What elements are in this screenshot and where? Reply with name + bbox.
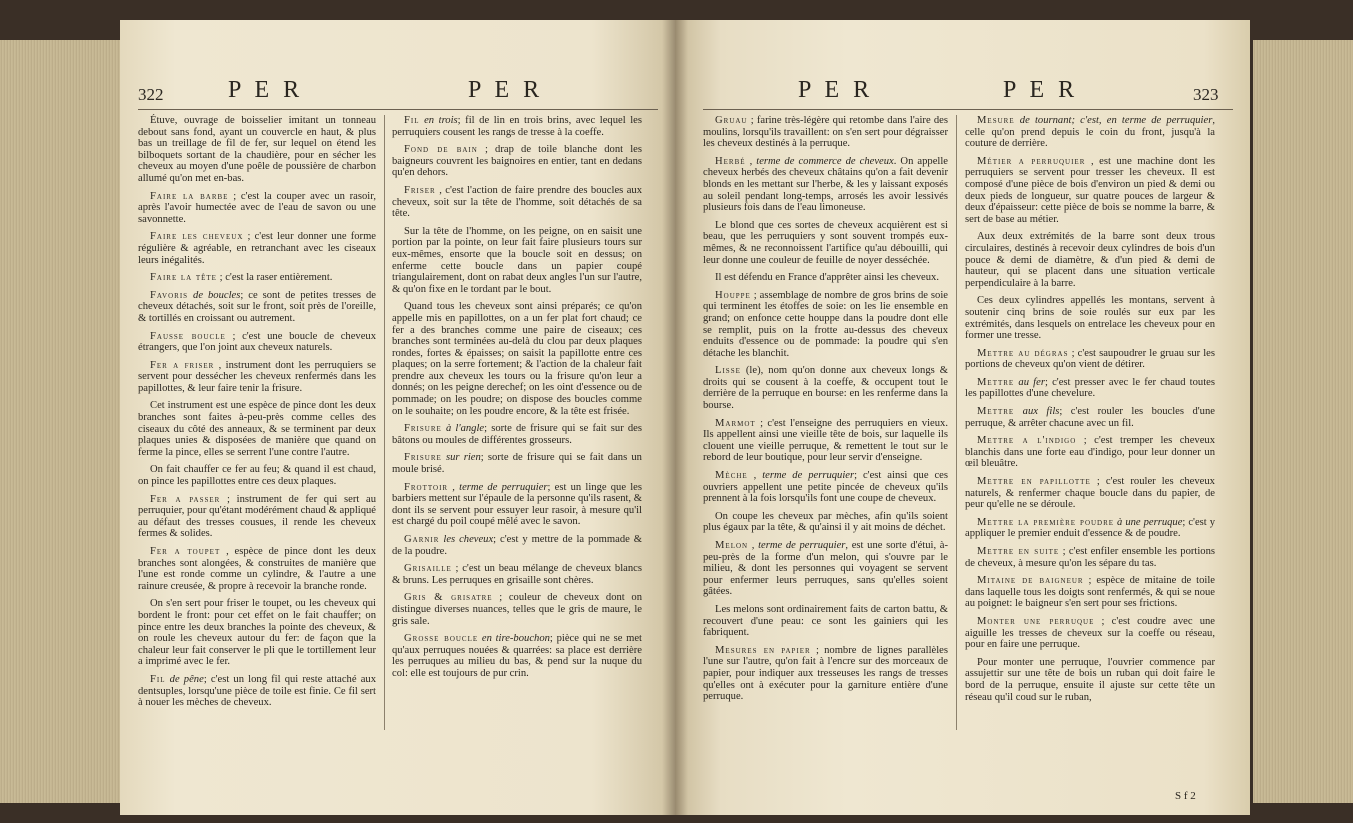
dictionary-entry xyxy=(965,115,1215,150)
right-column-2 xyxy=(965,115,1215,709)
dictionary-entry xyxy=(392,185,642,220)
entry-term: Mesure xyxy=(977,115,1015,126)
entry-text: On coupe les cheveux par mèches, afin qu'ils soient plus égaux par la tête, & qu'ainsi il y ait moins de déchet. xyxy=(703,510,948,534)
dictionary-entry xyxy=(138,272,376,284)
entry-term: Grosse boucle xyxy=(404,633,479,645)
dictionary-entry xyxy=(703,604,948,639)
entry-text: ; c'est ainsi que ces ouvriers appellent une petite pincée de cheveux qu'ils prennent à la fois lorsqu'ils font une coupe de cheveux. xyxy=(703,470,948,505)
entry-term: Mettre au dégras xyxy=(977,347,1069,359)
entry-gloss: , terme de perruquier xyxy=(753,470,855,482)
dictionary-entry xyxy=(965,476,1215,511)
entry-term: Houppe xyxy=(715,289,751,301)
entry-text: ; drap de toile blanche dont les baigneurs couvrent les baignoires en entier, tant en dedans qu'en dehors. xyxy=(392,144,643,179)
dictionary-entry xyxy=(138,360,376,395)
entry-text: ; couleur de cheveux dont on distingue diverses nuances, telles que le gris de maure, le gris sale. xyxy=(392,592,643,627)
running-head-title: P E R xyxy=(1003,77,1079,103)
dictionary-entry xyxy=(392,482,642,528)
entry-term: Lisse xyxy=(715,365,741,377)
dictionary-entry xyxy=(965,546,1215,569)
entry-term: Fer a passer xyxy=(150,493,221,505)
entry-gloss: en tire-bouchon xyxy=(481,633,550,645)
dictionary-entry xyxy=(965,156,1215,226)
entry-gloss: à l'angle xyxy=(445,423,485,435)
entry-term: Melon xyxy=(715,540,749,551)
entry-text: Le blond que ces sortes de cheveux acquièrent est si beau, que les perruquiers y sont souvent trompés eux-mêmes, & ne reconnoissent l'artifice qu'au débouilli, qui leur donne une couleur de feuille de noyer desséchée. xyxy=(703,219,948,266)
dictionary-entry xyxy=(392,423,642,446)
running-head-title: P E R xyxy=(228,77,304,103)
dictionary-entry xyxy=(138,191,376,226)
dictionary-entry xyxy=(392,144,642,179)
dictionary-entry xyxy=(965,406,1215,429)
entry-term: Frisure xyxy=(404,423,442,435)
page-number: 323 xyxy=(1193,85,1219,104)
dictionary-entry xyxy=(965,295,1215,341)
right-running-head xyxy=(703,75,1233,111)
entry-text: ; c'est la raser entièrement. xyxy=(219,272,333,284)
dictionary-entry xyxy=(703,470,948,505)
entry-text: ; c'est rouler les cheveux naturels, & renfermer chaque boucle dans du papier, de peur qu'elle ne se déroule. xyxy=(965,476,1215,511)
entry-term: Frisure xyxy=(404,452,442,464)
entry-term: Friser xyxy=(404,184,436,196)
entry-term: Mèche xyxy=(715,470,748,482)
entry-text: ; c'est un beau mélange de cheveux blancs & bruns. Les perruques en grisaille sont chères. xyxy=(392,563,642,586)
entry-term: Faire la tête xyxy=(150,272,217,284)
entry-term: Monter une perruque xyxy=(977,615,1095,627)
entry-text: , celle qu'on prend depuis le coin du front, jusqu'à la couture de derrière. xyxy=(965,115,1215,150)
entry-text: ; est un linge que les barbiers mettent sur l'épaule de la personne qu'ils rasent, & dont ils se servent pour essuyer leur rasoir, à mesure qu'il est chargé du poil coupé mêlé avec le savon. xyxy=(392,481,642,528)
entry-gloss: de pêne xyxy=(169,673,204,685)
entry-term: Fond de bain xyxy=(404,144,478,156)
entry-term: Métier a perruquier xyxy=(977,155,1086,167)
entry-text: Sur la tête de l'homme, on les peigne, on en saisit une portion par la pointe, on leur fait faire plusieurs tours sur eux-mêmes, ensorte que la boucle soit en dessus; on enferme cette boucle dans un papier coupé triangulairement, dont on rabat deux angles l'un sur l'autre, & qu'on fixe en le tordant par le bout. xyxy=(392,225,642,295)
dictionary-entry xyxy=(965,231,1215,289)
head-rule xyxy=(703,109,1233,110)
entry-term: Fer a toupet xyxy=(150,546,221,557)
dictionary-entry xyxy=(703,156,948,214)
dictionary-entry xyxy=(138,400,376,458)
left-column-2 xyxy=(392,115,642,686)
entry-term: Fausse boucle xyxy=(150,330,226,342)
entry-text: ; fil de lin en trois brins, avec lequel les perruquiers cousent les rangs de tresse à la coeffe. xyxy=(392,115,642,138)
dictionary-entry xyxy=(138,674,376,709)
dictionary-entry xyxy=(965,575,1215,610)
right-page-edges xyxy=(1253,40,1353,803)
gutter-shadow xyxy=(662,20,688,815)
entry-text: ; c'est saupoudrer le gruau sur les portions de cheveux qu'on vient de détirer. xyxy=(965,347,1215,371)
entry-term: Herbé xyxy=(715,155,746,167)
dictionary-entry xyxy=(138,598,376,668)
entry-text: ; c'est une boucle de cheveux étrangers, que l'on joint aux cheveux naturels. xyxy=(138,330,376,354)
entry-term: Mesures en papier xyxy=(715,644,811,656)
left-page xyxy=(120,20,675,815)
entry-text: ; c'est y appliquer le premier enduit d'essence & de poudre. xyxy=(965,516,1215,540)
dictionary-entry xyxy=(392,563,642,586)
dictionary-entry xyxy=(392,115,642,138)
entry-text: ; c'est leur donner une forme régulière & agréable, en retranchant avec les ciseaux leurs inégalités. xyxy=(138,231,377,266)
entry-text: ; pièce qui ne se met qu'aux perruques nouées & quarrées: sa place est derrière les perruques au milieu du bas, & pend sur la nuque du col: elle est toujours de pur crin. xyxy=(392,633,643,679)
dictionary-entry xyxy=(703,645,948,703)
running-head-title: P E R xyxy=(468,77,544,103)
dictionary-entry xyxy=(703,272,948,284)
dictionary-entry xyxy=(392,592,642,627)
entry-text: ; sorte de frisure qui se fait sur des bâtons ou moules de différentes grosseurs. xyxy=(392,423,642,446)
entry-term: Gris & grisatre xyxy=(404,592,493,604)
entry-term: Gruau xyxy=(715,115,748,126)
entry-term: Mitaine de baigneur xyxy=(977,575,1084,587)
entry-text: On fait chauffer ce fer au feu; & quand il est chaud, on pince les papillottes entre ces deux plaques. xyxy=(138,464,376,488)
entry-text: , c'est l'action de faire prendre des boucles aux cheveux, soit sur la tête de l'homme, soit détachés de sa tête. xyxy=(392,184,643,220)
entry-text: ; c'est y mettre de la pommade & de la poudre. xyxy=(392,534,642,557)
entry-gloss: les cheveux xyxy=(443,534,494,545)
entry-term: Garnir xyxy=(404,534,440,545)
entry-term: Mettre a l'indigo xyxy=(977,435,1077,447)
entry-text: ; c'est tremper les cheveux blanchis dans une forte eau d'indigo, pour leur donner un œil bleuâtre. xyxy=(965,435,1215,470)
entry-text: ; sorte de frisure qui se fait dans un moule brisé. xyxy=(392,452,642,476)
entry-text: Étuve, ouvrage de boisselier imitant un tonneau debout sans fond, ayant un couvercle en haut, & plus bas un treillage de fil de fer, sur lequel on étend les bilboquets sortant de la chaudière, pour en sécher les cheveux au moyen d'une poêle de poussière de charbon allumé qu'on met en-bas. xyxy=(138,115,376,184)
dictionary-entry xyxy=(392,452,642,475)
dictionary-entry xyxy=(965,435,1215,470)
entry-text: ; c'est rouler les boucles d'une perruque, & arrêter chacune avec un fil. xyxy=(965,406,1215,429)
entry-text: ; nombre de lignes parallèles l'une sur l'autre, qu'on fait à l'encre sur des morceaux de papier, pour indiquer aux tresseuses les rangs de tresses qu'elles ont à exécuter pour la garniture entière d'une perruque. xyxy=(703,644,948,703)
dictionary-entry xyxy=(392,226,642,296)
dictionary-entry xyxy=(138,546,376,592)
dictionary-entry xyxy=(965,377,1215,400)
entry-term: Favoris xyxy=(150,289,189,301)
signature-mark: S f 2 xyxy=(1175,790,1196,802)
dictionary-entry xyxy=(392,301,642,417)
entry-text: Cet instrument est une espèce de pince dont les deux branches sont faites à-peu-près comme celles des ciseaux du côté des anneaux, & se terminent par deux plaques unies & disposées de manière que quand on ferme la pince, elles se serrent l'une contre l'autre. xyxy=(138,400,376,458)
entry-text: ; c'est presser avec le fer chaud toutes les papillottes d'une chevelure. xyxy=(965,376,1215,400)
dictionary-entry xyxy=(703,418,948,464)
entry-text: Quand tous les cheveux sont ainsi préparés; ce qu'on appelle mis en papillottes, on a un fer plat fort chaud; ce fer a des branches comme une paire de ciseaux; ces branches sont terminées au-delà du clou par deux plaques rondes, fortes & épaisses; on saisit la papillotte entre ces plaques; on la serre fortement; & l'action de la chaleur fait prendre aux cheveux les tours ou la frisure qu'on leur a donnés; on les peigne derechef; on les oint d'essence ou de pommade; on les poudre; on dispose des boucles comme on le souhaite; on les poudre encore, & la tête est frisée. xyxy=(392,301,642,417)
dictionary-entry xyxy=(703,511,948,534)
dictionary-entry xyxy=(703,220,948,266)
right-column-1 xyxy=(703,115,948,709)
dictionary-entry xyxy=(138,464,376,487)
dictionary-entry xyxy=(138,115,376,185)
entry-text: ; assemblage de nombre de gros brins de soie qui terminent les étoffes de soie: on les lie ensemble en grand; on enfonce cette houppe dans la poudre dont elle se remplit, puis on la frotte au-dessus des cheveux enduits d'essence ou de pommade: la poudre qui s'en détache les blanchit. xyxy=(703,289,948,359)
left-page-edges xyxy=(0,40,125,803)
entry-text: Aux deux extrémités de la barre sont deux trous circulaires, destinés à recevoir deux cylindres de bois d'un pouce & demi de diamètre, & d'un pied & demi de hauteur, qui se placent dans une situation verticale perpendiculaire à la barre. xyxy=(965,231,1215,289)
entry-term: Faire la barbe xyxy=(150,190,229,202)
running-head-title: P E R xyxy=(798,77,874,103)
entry-term: Mettre en suite xyxy=(977,546,1060,557)
entry-text: , instrument dont les perruquiers se servent pour dessécher les cheveux renfermés dans les papillottes, & leur faire tenir la frisure. xyxy=(138,359,376,394)
dictionary-entry xyxy=(392,633,642,679)
dictionary-entry xyxy=(965,657,1215,703)
entry-text: , espèce de pince dont les deux branches sont alongées, & construites de manière que l'une est ronde comme un cylindre, & l'autre a une rainure creusée, & propre à recevoir la branche ronde. xyxy=(138,546,376,592)
entry-text: ; c'est l'enseigne des perruquiers en vieux. Ils appellent ainsi une vieille tête de bois, sur laquelle ils clouent une vieille perruque, & remettent le tout sur le rebord de leur boutique, pour leur servir d'enseigne. xyxy=(703,417,948,464)
entry-gloss: , terme de perruquier xyxy=(452,481,548,493)
entry-gloss: sur rien xyxy=(446,452,481,464)
entry-gloss: de boucles xyxy=(193,289,241,301)
entry-text: . On appelle cheveux herbés des cheveux châtains qu'on a fait devenir blonds en les mettant sur l'herbe, & les y laissant exposés au soleil pendant long-temps, arrosés les avoir lessivés plusieurs fois dans de l'eau limoneuse. xyxy=(703,155,948,214)
entry-text: ; c'est enfiler ensemble les portions de cheveux, à mesure qu'on les sépare du tas. xyxy=(965,546,1215,569)
dictionary-entry xyxy=(138,231,376,266)
left-running-head xyxy=(138,75,658,111)
entry-term: Fil xyxy=(404,115,420,126)
entry-gloss: en trois xyxy=(424,115,458,126)
entry-term: Fer a friser xyxy=(150,359,215,371)
dictionary-entry xyxy=(703,540,948,598)
entry-text: ; c'est un long fil qui reste attaché aux dentsuples, lorsqu'une pièce de toile est finie. Ce fil sert à nouer les mèches de cheveux. xyxy=(138,673,376,709)
dictionary-entry xyxy=(392,534,642,557)
entry-text: Pour monter une perruque, l'ouvrier commence par assujettir sur une tête de bois un ruban qui doit faire le bord de la perruque, ensuite il ajuste sur cette tête un réseau qu'il coud sur le ruban, xyxy=(965,656,1215,703)
entry-gloss: au fer xyxy=(1018,376,1045,388)
dictionary-entry xyxy=(965,616,1215,651)
dictionary-entry xyxy=(138,290,376,325)
entry-term: Mettre la première poudre xyxy=(977,516,1115,528)
entry-text: , est une machine dont les perruquiers se servent pour tresser les cheveux. Il est composé d'une pièce de bois d'environ un pied & demi ou deux pieds de longueur, sur quatre pouces de largeur & deux d'épaisseur: cette pièce de bois se nomme la barre, & sert de base au métier. xyxy=(965,155,1215,225)
entry-text: ; instrument de fer qui sert au perruquier, pour qu'étant modérément chaud & appliqué au défaut des tresses cousues, il rende les cheveux fermes & solides. xyxy=(138,493,376,540)
entry-text: (le), nom qu'on donne aux cheveux longs & droits qui se cousent à la coeffe, & occupent tout le derrière de la perruque en bourse: en les renferme dans la bourse. xyxy=(703,365,948,412)
entry-text: , est une sorte d'étui, à-peu-près de la forme d'un melon, qui s'ouvre par le milieu, & dont les personnes qui voyagent se servent pour enfermer leurs perruques, sans qu'elles soient gâtées. xyxy=(703,540,948,598)
entry-term: Grisaille xyxy=(404,563,452,575)
dictionary-entry xyxy=(138,494,376,540)
entry-text: ; c'est coudre avec une aiguille les tresses de cheveux sur la coeffe ou réseau, pour en faire une perruque. xyxy=(965,615,1215,651)
entry-term: Fil xyxy=(150,673,166,685)
entry-text: Les melons sont ordinairement faits de carton battu, & recouvert d'une peau: ce sont les gainiers qui les fabriquent. xyxy=(703,603,948,639)
entry-text: On s'en sert pour friser le toupet, ou les cheveux qui bordent le front: pour cet effet on le fait chauffer; on pince entre les deux branches la pointe des cheveux, & on roule les cheveux autour du fer: de façon que la chaleur leur fait conserver le pli que le tortillement leur a imprimé avec le fer. xyxy=(138,598,376,668)
entry-term: Faire les cheveux xyxy=(150,231,244,243)
entry-text: ; c'est la couper avec un rasoir, après l'avoir humectée avec de l'eau de savon ou une savonnette. xyxy=(138,190,376,225)
dictionary-entry xyxy=(138,331,376,354)
dictionary-entry xyxy=(703,365,948,411)
dictionary-entry xyxy=(703,290,948,360)
entry-gloss: , terme de commerce de cheveux xyxy=(749,155,894,167)
entry-term: Mettre xyxy=(977,376,1015,388)
column-separator xyxy=(956,115,957,730)
entry-gloss: de tournant; c'est, en terme de perruquier xyxy=(1019,115,1213,126)
right-page xyxy=(675,20,1250,815)
dictionary-entry xyxy=(965,517,1215,540)
entry-text: ; espèce de mitaine de toile dans laquelle tous les doigts sont renfermés, & qui se noue au poignet: le baigneur s'en sert pour ses frictions. xyxy=(965,575,1216,610)
entry-text: ; ce sont de petites tresses de cheveux détachés, soit sur le front, soit près de l'oreille, & tortillés en croissant ou autrement. xyxy=(138,289,377,324)
left-column-1 xyxy=(138,115,376,715)
entry-text: Il est défendu en France d'apprêter ainsi les cheveux. xyxy=(715,272,939,284)
entry-gloss: aux fils xyxy=(1022,406,1060,418)
head-rule xyxy=(138,109,658,110)
entry-text: ; farine très-légère qui retombe dans l'aire des moulins, lorsqu'ils travaillent: on s'en sert pour dégraisser les cheveux destinés à la perruque. xyxy=(703,115,948,150)
entry-text: Ces deux cylindres appellés les montans, servent à soutenir cinq brins de soie roulés sur eux par les extrémités, dans lesquels on entrelace les cheveux pour en former une tresse. xyxy=(965,295,1215,342)
entry-gloss: , terme de perruquier xyxy=(751,540,846,551)
dictionary-entry xyxy=(703,115,948,150)
entry-term: Frottoir xyxy=(404,481,449,493)
page-number: 322 xyxy=(138,85,164,104)
column-separator xyxy=(384,115,385,730)
entry-gloss: à une perruque xyxy=(1117,516,1183,528)
entry-term: Mettre xyxy=(977,406,1015,418)
entry-term: Mettre en papillotte xyxy=(977,476,1091,488)
entry-term: Marmot xyxy=(715,417,756,429)
dictionary-entry xyxy=(965,348,1215,371)
